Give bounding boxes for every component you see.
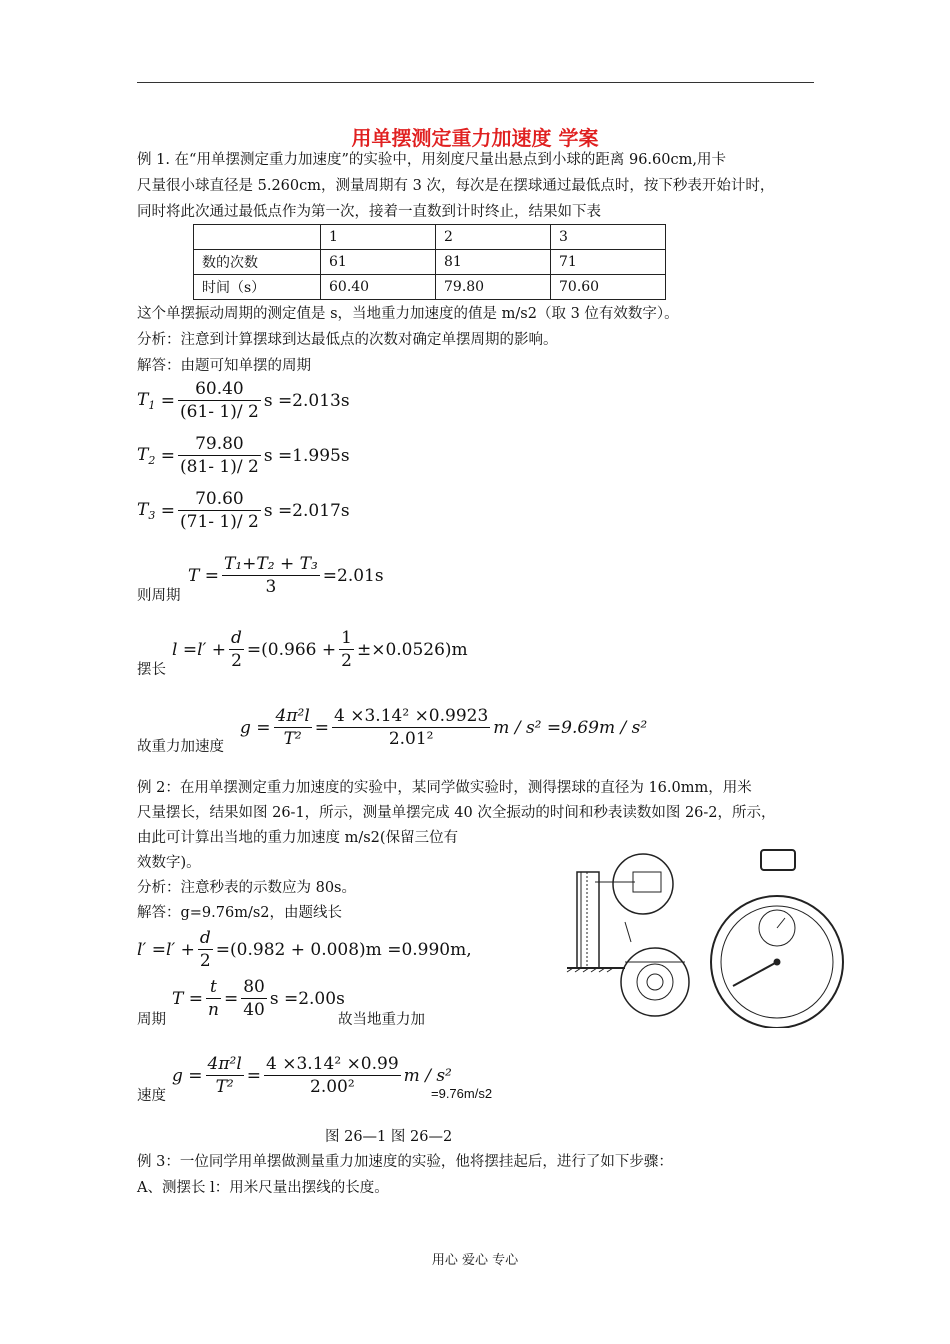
table-cell: 1 [321, 225, 436, 250]
data-table [193, 224, 666, 300]
formula-period-2: T = $\frac{t}{n}$ = $\frac{80}{40}$ s =2.00s [172, 977, 345, 1020]
ex3-line-1: 例 3：一位同学用单摆做测量重力加速度的实验，他将摆挂起后，进行了如下步骤： [137, 1154, 673, 1170]
figure-ruler-and-stopwatch [565, 842, 855, 1028]
table-cell: 时间（s） [194, 275, 321, 300]
table-cell: 81 [436, 250, 551, 275]
table-cell: 数的次数 [194, 250, 321, 275]
table-cell [194, 225, 321, 250]
formula-t1: $T_1$ = $\frac{60.40}{(61- 1)/ 2}$ s =2.013s [137, 379, 350, 422]
ex2-period-label: 周期 [137, 1012, 166, 1028]
document-title: 用单摆测定重力加速度 学案 [351, 126, 599, 150]
ex1-answer-intro: 解答：由题可知单摆的周期 [137, 358, 311, 374]
ex1-line-1: 例 1. 在“用单摆测定重力加速度”的实验中，用刻度尺量出悬点到小球的距离 96.60cm,用卡 [137, 152, 726, 168]
table-cell: 70.60 [551, 275, 666, 300]
formula-t2: $T_2$ = $\frac{79.80}{(81- 1)/ 2}$ s =1.995s [137, 434, 350, 477]
formula-length: l =l′ + $\frac{d}{2}$ =(0.966 + $\frac{1}{2}$ ±×0.0526)m [172, 628, 468, 671]
page-footer: 用心 爱心 专心 [431, 1253, 519, 1268]
table-cell: 3 [551, 225, 666, 250]
period-label: 则周期 [137, 588, 181, 604]
table-cell: 71 [551, 250, 666, 275]
ex1-line-3: 同时将此次通过最低点作为第一次，接着一直数到计时终止，结果如下表 [137, 204, 601, 220]
ex1-question: 这个单摆振动周期的测定值是 s，当地重力加速度的值是 m/s2（取 3 位有效数字）。 [137, 306, 679, 322]
ex2-tail-text: 故当地重力加 [338, 1012, 425, 1028]
table-cell: 79.80 [436, 275, 551, 300]
table-header-row [194, 225, 666, 250]
ex2-analysis: 分析：注意秒表的示数应为 80s。 [137, 880, 356, 896]
figure-caption: 图 26—1 图 26—2 [325, 1129, 453, 1145]
ex1-line-2: 尺量很小球直径是 5.260cm，测量周期有 3 次，每次是在摆球通过最低点时，按下秒表开始计时， [137, 178, 775, 194]
formula-t3: $T_3$ = $\frac{70.60}{(71- 1)/ 2}$ s =2.017s [137, 489, 350, 532]
ex2-speed-label: 速度 [137, 1088, 166, 1104]
formula-average-period: T = $\frac{\text{T₁+T₂ + T₃}}{3}$ =2.01s [188, 554, 384, 597]
header-rule [137, 82, 814, 83]
formula-gravity-2: g = $\frac{\text{4π²l}}{\text{T²}}$ = $\frac{\text{4 ×3.14² ×0.99}}{\text{2.00²}}$ m / s² [172, 1054, 452, 1097]
table-row [194, 250, 666, 275]
formula-gravity: g = $\frac{\text{4π²l}}{\text{T²}}$ = $\frac{\text{4 ×3.14² ×0.9923}}{\text{2.01²}}$ m / s² =9.69m / s² [240, 706, 648, 749]
table-row [194, 275, 666, 300]
ex2-answer: 解答：g=9.76m/s2，由题线长 [137, 905, 343, 921]
ex2-line-1: 例 2：在用单摆测定重力加速度的实验中，某同学做实验时，测得摆球的直径为 16.0mm，用米 [137, 780, 752, 796]
figure-26-2-stopwatch [711, 850, 843, 1028]
formula-string-length: l′ =l′ + $\frac{d}{2}$ =(0.982 + 0.008)m =0.990m, [137, 928, 472, 971]
table-cell: 2 [436, 225, 551, 250]
figure-26-1-ruler [567, 854, 689, 1016]
ex2-line-3: 由此可计算出当地的重力加速度 m/s2(保留三位有 [137, 830, 459, 846]
table-cell: 60.40 [321, 275, 436, 300]
length-label: 摆长 [137, 662, 166, 678]
ex1-analysis: 分析：注意到计算摆球到达最低点的次数对确定单摆周期的影响。 [137, 332, 558, 348]
ex2-result: =9.76m/s2 [431, 1086, 493, 1101]
ex3-line-2: A、测摆长 l：用米尺量出摆线的长度。 [137, 1180, 389, 1196]
ex2-line-4: 效数字)。 [137, 855, 201, 871]
ex2-line-2: 尺量摆长，结果如图 26-1，所示，测量单摆完成 40 次全振动的时间和秒表读数如图 26-2，所示， [137, 805, 776, 821]
gravity-label: 故重力加速度 [137, 739, 224, 755]
table-cell: 61 [321, 250, 436, 275]
